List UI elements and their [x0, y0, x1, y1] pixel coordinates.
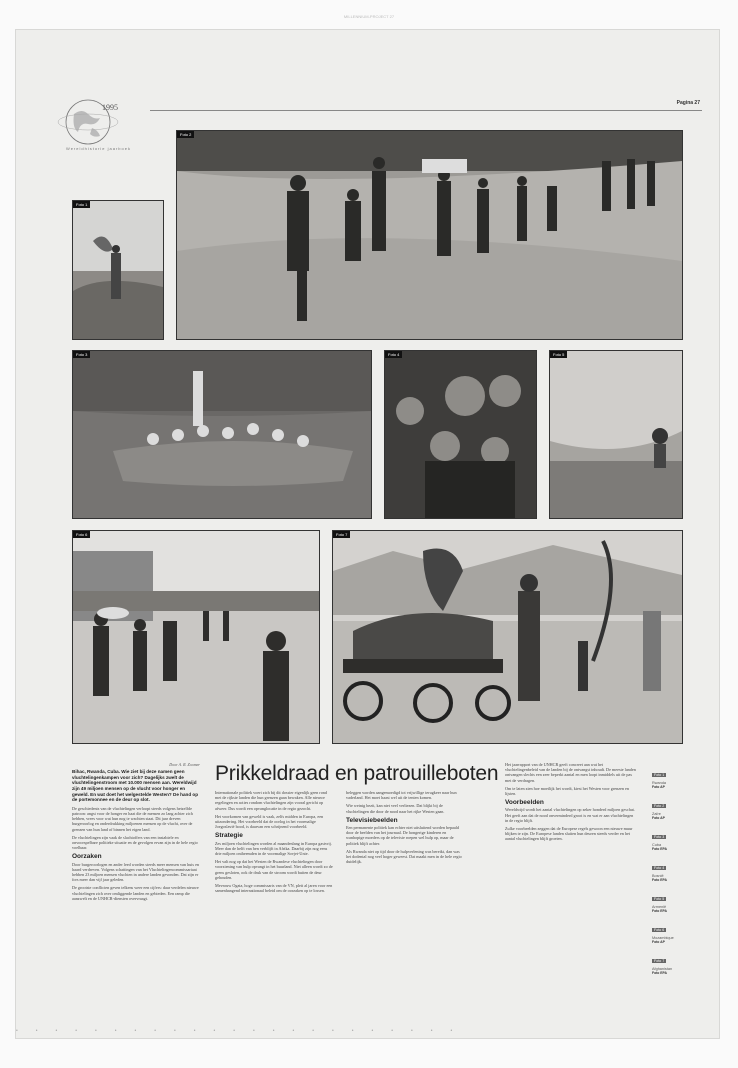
article-column-4	[505, 762, 637, 845]
article-lead: Bihac, Rwanda, Cuba. Wie ziet bij deze namen geen vluchtelingenkampen voor zich? Dagelijks zwelt de vluchtelingenstroom met 10.000 mensen aan. Wereldwijd zijn 49 miljoen mensen op de vlucht voor honger en geweld. En wat doet het welgestelde Westen? De hand op de portemonnee en de deur op slot.	[72, 769, 199, 803]
yearbook-logo	[48, 96, 144, 154]
paragraph: Internationale politiek voert zich bij dit dossier eigenlijk geen rond met de rijkste landen die hun grenzen gaan bewaken. Alle nieuwe regelingen en acties rondom vluchtelingen zijn vooral gericht op afweer. Dus wordt een opvanglocatie in de regio gezocht.	[215, 790, 327, 811]
photo-tag: Foto 6	[73, 531, 90, 538]
paragraph: Wie weinig bezit, kan niet veel verliezen. Dat blijkt bij de vluchtelingen die door de nood naar het rijke Westen gaan.	[346, 803, 445, 814]
caption-foto-6: Foto 6 Mozambique Foto AP	[652, 928, 674, 944]
caption-foto-2: Foto 2 Zaïre Foto AP	[652, 804, 665, 820]
paragraph: De geschiedenis van de vluchtelingen verloopt steeds volgens hetzelfde patroon: angst voor de honger en haat die de mensen zo lang achter zich hebben, vrees voor wat hun nog te wachten staat. Dit jaar dreven burgeroorlog en onderdrukking miljoenen mensen op de vlucht, over de grenzen van hun land of binnen het eigen land.	[72, 805, 193, 832]
byline: Door A. R. Zoomer	[169, 762, 200, 767]
photo-7	[332, 530, 683, 744]
caption-foto-3: Foto 3 Cuba Foto EPA	[652, 835, 668, 851]
header-note: MILLENNIUM-PROJECT 27	[343, 14, 395, 19]
photo-5	[549, 350, 683, 519]
caption-foto-1: Foto 1 Rwanda Foto AP	[652, 773, 666, 789]
photo-captions	[652, 763, 702, 980]
caption-foto-7: Foto 7 Afghanistan Foto EPA	[652, 959, 673, 975]
paragraph: beleggen worden aangemoedigd tot vrijwillige terugkeer naar hun vaderland. Het moet haast wel uit de tenten komen.	[346, 790, 457, 801]
paragraph: Om te laten zien hoe moeilijk het wordt, kiest het Westen voor grenzen en lijsten.	[505, 785, 630, 797]
logo-caption: Wereldhistorie jaarboek	[66, 146, 131, 151]
photo-tag: Foto 2	[177, 131, 194, 138]
photo-1	[72, 200, 164, 340]
article-column-2	[215, 790, 333, 896]
paragraph: Het jaarrapport van de UNHCR geeft concreet aan wat het vluchtelingenbeleid van de landen bij de ontvangst inhoudt. De meeste landen ontvangen slechts een zeer beperkt aantal en men loopt inmiddels uit de pas met de verdragen.	[505, 762, 636, 783]
page-number: Pagina 27	[676, 100, 700, 106]
caption-foto-4: Foto 4 Bosnië Foto EPA	[652, 866, 668, 882]
paragraph: Mevrouw Ogata, hoge commissaris van de VN, pleit al jaren voor een samenhangend internationaal beleid om de oorzaken op te lossen.	[215, 883, 333, 894]
article-headline: Prikkeldraad en patrouilleboten	[215, 762, 499, 785]
paragraph: Door burgeroorlogen en ander leed worden steeds meer mensen van huis en haard verdreven. Volgens schattingen van het Vluchtelingencommissariaat hebben 23 miljoen mensen vluchten in andere landen gevonden. Dat zijn er fors meer dan vijf jaar geleden.	[72, 861, 200, 883]
article-column-3	[346, 790, 464, 867]
paragraph: Wereldwijd wordt het aantal vluchtelingen op zeker honderd miljoen geschat. Het geeft aan dat de nood onverminderd groot is en wat er aan vluchtelingen in de regio blijft.	[505, 807, 635, 823]
photo-tag: Foto 5	[550, 351, 567, 358]
photo-2	[176, 130, 683, 340]
subheading-oorzaken: Oorzaken	[72, 853, 102, 861]
paragraph: De grootste conflicten geven telkens weer een cijfers: daar verdelen nieuwe vluchtelingen zich over omliggende landen en gebieden. Een ramp die aanzwelt en de UNHCR-diensten overvraagt.	[72, 885, 199, 901]
photo-6	[72, 530, 320, 744]
article-column-1	[72, 762, 200, 904]
caption-foto-5: Foto 5 Armenië Foto EPA	[652, 897, 668, 913]
subheading-strategie: Strategie	[215, 832, 243, 840]
photo-tag: Foto 4	[385, 351, 402, 358]
header-rule	[150, 110, 702, 111]
subheading-voorbeelden: Voorbeelden	[505, 799, 544, 807]
paragraph: Als Rwanda niet op tijd door de hulpverlening was bereikt, dan was het dodental nog veel hoger geweest. Dat maakt men in de hele regio duidelijk.	[346, 848, 462, 865]
paragraph: Een permanente politiek kan echter niet uitsluitend worden bepaald door de beelden van het journaal. De hongerige kinderen en wanhopige moeders op de televisie roepen wel hulp op, maar de politiek blijft achter.	[346, 825, 460, 846]
photo-tag: Foto 7	[333, 531, 350, 538]
paragraph: Zes miljoen vluchtelingen worden al maandenlang in Europa gastvrij. Meer dan de helft van hen verblijft in Afrika. Daarbij zijn nog eens drie miljoen ontheemden in de voormalige Sovjet-Unie.	[215, 840, 332, 857]
logo-year: 1995	[102, 103, 118, 112]
paragraph: Zulke voorbeelden zeggen dat de Europese regels gewoon een nieuwe muur blijken te zijn. De Europese landen sluiten hun deuren steeds verder en het aantal vluchtelingen blijft groeien.	[505, 826, 633, 842]
photo-tag: Foto 3	[73, 351, 90, 358]
paragraph: De vluchtelingen zijn vaak de slachtoffers van een instabiele en onvoorspelbare politieke situatie en de gevolgen ervan zijn in de hele regio voelbaar.	[72, 834, 198, 851]
footer-dots: •••••••••••••••••••••••	[16, 1028, 471, 1034]
paragraph: Het valt nog op dat het Westen de Rwandese vluchtelingen door voorziening van hulp opvangt in het buurland. Niet alleen wordt zo de grens gesloten, ook de druk van de stroom wordt buiten de deur gehouden.	[215, 859, 333, 880]
photo-3	[72, 350, 372, 519]
paragraph: Het voorkomen van geweld is vaak, zelfs midden in Europa, een uitzondering. Het voorbeeld dat de oorlog in het voormalige Joegoslavië bood, is daarvan een schrijnend voorbeeld.	[215, 813, 324, 830]
photo-4	[384, 350, 537, 519]
subheading-televisiebeelden: Televisiebeelden	[346, 816, 398, 824]
photo-tag: Foto 1	[73, 201, 90, 208]
